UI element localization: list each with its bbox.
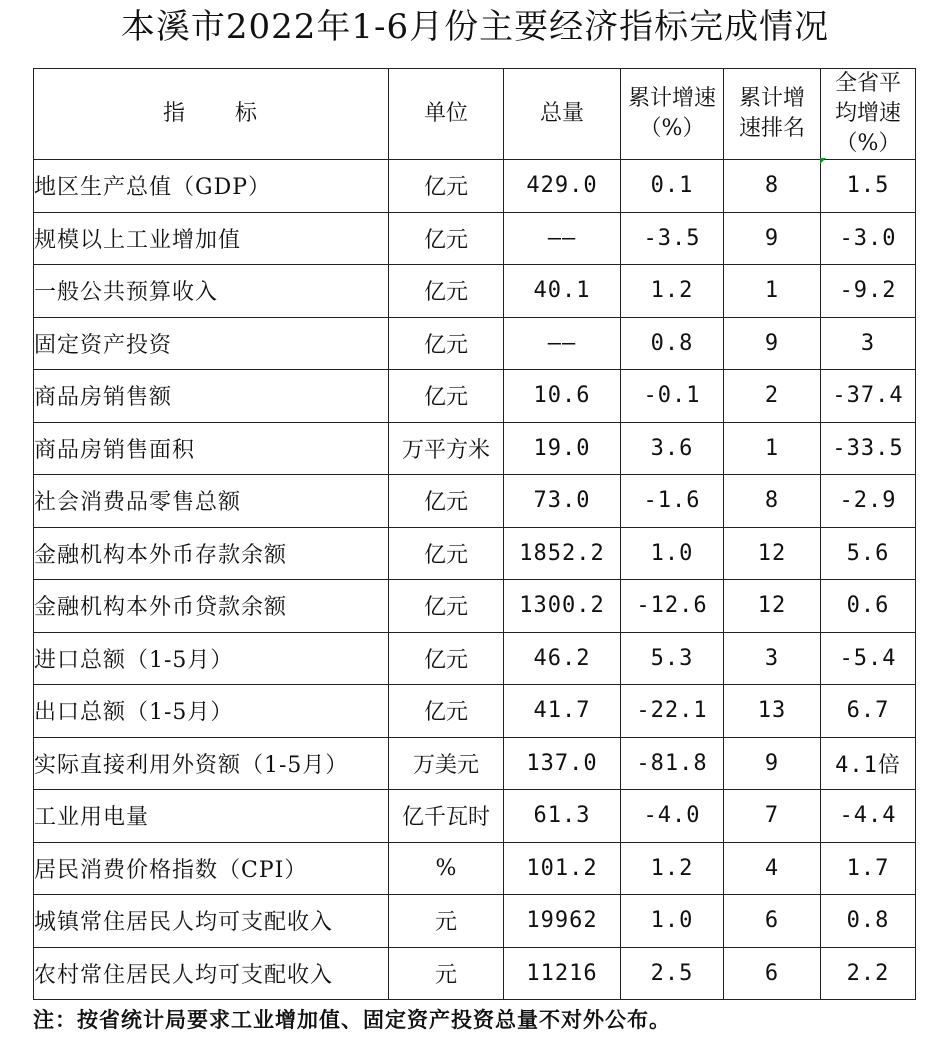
cell-rank: 13 bbox=[724, 685, 821, 738]
cell-unit: 亿元 bbox=[389, 212, 504, 265]
header-province-average: 全省平均增速（%） bbox=[821, 69, 916, 160]
cell-unit: 亿元 bbox=[389, 317, 504, 370]
cell-growth: 1.2 bbox=[621, 265, 724, 318]
cell-indicator: 居民消费价格指数（CPI） bbox=[34, 842, 389, 895]
cell-unit: 亿千瓦时 bbox=[389, 790, 504, 843]
table-row bbox=[34, 947, 916, 1000]
cell-unit: 亿元 bbox=[389, 685, 504, 738]
cell-growth: 1.2 bbox=[621, 842, 724, 895]
header-total: 总量 bbox=[504, 69, 621, 160]
table-row bbox=[34, 790, 916, 843]
cell-unit: 亿元 bbox=[389, 475, 504, 528]
table-row bbox=[34, 475, 916, 528]
cell-indicator: 金融机构本外币存款余额 bbox=[34, 527, 389, 580]
cell-total: —— bbox=[504, 212, 621, 265]
cell-province-average: -3.0 bbox=[821, 212, 916, 265]
cell-province-average: 6.7 bbox=[821, 685, 916, 738]
table-row bbox=[34, 842, 916, 895]
cell-total: 46.2 bbox=[504, 632, 621, 685]
cell-province-average: 1.7 bbox=[821, 842, 916, 895]
cell-indicator: 农村常住居民人均可支配收入 bbox=[34, 947, 389, 1000]
table-row bbox=[34, 422, 916, 475]
page-title: 本溪市2022年1-6月份主要经济指标完成情况 bbox=[120, 7, 830, 47]
cell-total: 429.0 bbox=[504, 160, 621, 213]
indicators-table bbox=[33, 68, 916, 1000]
cell-growth: -3.5 bbox=[621, 212, 724, 265]
cell-rank: 8 bbox=[724, 160, 821, 213]
cell-indicator: 工业用电量 bbox=[34, 790, 389, 843]
cell-rank: 9 bbox=[724, 317, 821, 370]
cell-unit: 亿元 bbox=[389, 580, 504, 633]
cell-indicator: 金融机构本外币贷款余额 bbox=[34, 580, 389, 633]
cell-growth: 1.0 bbox=[621, 895, 724, 948]
cell-indicator: 规模以上工业增加值 bbox=[34, 212, 389, 265]
table-header-row bbox=[34, 69, 916, 160]
cell-indicator: 进口总额（1-5月） bbox=[34, 632, 389, 685]
cell-total: 101.2 bbox=[504, 842, 621, 895]
table-row bbox=[34, 212, 916, 265]
cell-unit: 万平方米 bbox=[389, 422, 504, 475]
cell-rank: 6 bbox=[724, 895, 821, 948]
table-row bbox=[34, 370, 916, 423]
table-row bbox=[34, 632, 916, 685]
cell-rank: 7 bbox=[724, 790, 821, 843]
cell-province-average: 0.6 bbox=[821, 580, 916, 633]
cell-indicator: 商品房销售额 bbox=[34, 370, 389, 423]
cell-rank: 12 bbox=[724, 580, 821, 633]
cell-total: 10.6 bbox=[504, 370, 621, 423]
cell-total: 41.7 bbox=[504, 685, 621, 738]
table-row bbox=[34, 527, 916, 580]
cell-rank: 1 bbox=[724, 422, 821, 475]
cell-indicator: 一般公共预算收入 bbox=[34, 265, 389, 318]
cell-unit: 亿元 bbox=[389, 265, 504, 318]
cell-total: 73.0 bbox=[504, 475, 621, 528]
cell-indicator: 出口总额（1-5月） bbox=[34, 685, 389, 738]
cell-rank: 9 bbox=[724, 737, 821, 790]
cell-province-average: -2.9 bbox=[821, 475, 916, 528]
table-row bbox=[34, 737, 916, 790]
cell-growth: 1.0 bbox=[621, 527, 724, 580]
cell-indicator: 地区生产总值（GDP） bbox=[34, 160, 389, 213]
cell-rank: 1 bbox=[724, 265, 821, 318]
cell-total: 137.0 bbox=[504, 737, 621, 790]
cell-indicator: 实际直接利用外资额（1-5月） bbox=[34, 737, 389, 790]
cell-total: 19.0 bbox=[504, 422, 621, 475]
cell-province-average: -9.2 bbox=[821, 265, 916, 318]
cell-growth: 2.5 bbox=[621, 947, 724, 1000]
footnote: 注：按省统计局要求工业增加值、固定资产投资总量不对外公布。 bbox=[33, 1008, 671, 1032]
cell-total: —— bbox=[504, 317, 621, 370]
cell-unit: 亿元 bbox=[389, 527, 504, 580]
cell-total: 11216 bbox=[504, 947, 621, 1000]
cell-growth: -0.1 bbox=[621, 370, 724, 423]
cell-total: 1300.2 bbox=[504, 580, 621, 633]
cell-rank: 3 bbox=[724, 632, 821, 685]
cell-total: 1852.2 bbox=[504, 527, 621, 580]
cell-province-average: 1.5 bbox=[821, 160, 916, 213]
cell-unit: % bbox=[389, 842, 504, 895]
cell-growth: -81.8 bbox=[621, 737, 724, 790]
cell-rank: 8 bbox=[724, 475, 821, 528]
cell-rank: 6 bbox=[724, 947, 821, 1000]
header-indicator: 指 标 bbox=[34, 69, 389, 160]
cell-growth: -4.0 bbox=[621, 790, 724, 843]
table-row bbox=[34, 265, 916, 318]
cell-comment-marker bbox=[820, 158, 826, 164]
cell-total: 40.1 bbox=[504, 265, 621, 318]
cell-growth: -12.6 bbox=[621, 580, 724, 633]
cell-growth: -1.6 bbox=[621, 475, 724, 528]
cell-indicator: 商品房销售面积 bbox=[34, 422, 389, 475]
cell-province-average: -4.4 bbox=[821, 790, 916, 843]
header-unit: 单位 bbox=[389, 69, 504, 160]
cell-province-average: 5.6 bbox=[821, 527, 916, 580]
cell-total: 61.3 bbox=[504, 790, 621, 843]
cell-rank: 2 bbox=[724, 370, 821, 423]
cell-province-average: 2.2 bbox=[821, 947, 916, 1000]
header-growth: 累计增速（%） bbox=[621, 69, 724, 160]
cell-growth: 5.3 bbox=[621, 632, 724, 685]
cell-province-average: 0.8 bbox=[821, 895, 916, 948]
header-rank: 累计增速排名 bbox=[724, 69, 821, 160]
cell-growth: -22.1 bbox=[621, 685, 724, 738]
cell-province-average: 4.1倍 bbox=[821, 737, 916, 790]
cell-growth: 0.8 bbox=[621, 317, 724, 370]
table-row bbox=[34, 580, 916, 633]
cell-unit: 元 bbox=[389, 947, 504, 1000]
table-row bbox=[34, 895, 916, 948]
table-row bbox=[34, 317, 916, 370]
cell-unit: 亿元 bbox=[389, 632, 504, 685]
cell-province-average: -33.5 bbox=[821, 422, 916, 475]
table-row bbox=[34, 685, 916, 738]
cell-unit: 元 bbox=[389, 895, 504, 948]
cell-growth: 0.1 bbox=[621, 160, 724, 213]
cell-indicator: 社会消费品零售总额 bbox=[34, 475, 389, 528]
cell-indicator: 城镇常住居民人均可支配收入 bbox=[34, 895, 389, 948]
cell-province-average: 3 bbox=[821, 317, 916, 370]
cell-province-average: -37.4 bbox=[821, 370, 916, 423]
cell-rank: 9 bbox=[724, 212, 821, 265]
cell-growth: 3.6 bbox=[621, 422, 724, 475]
cell-unit: 万美元 bbox=[389, 737, 504, 790]
cell-rank: 4 bbox=[724, 842, 821, 895]
cell-province-average: -5.4 bbox=[821, 632, 916, 685]
table-row bbox=[34, 160, 916, 213]
cell-rank: 12 bbox=[724, 527, 821, 580]
cell-unit: 亿元 bbox=[389, 160, 504, 213]
cell-unit: 亿元 bbox=[389, 370, 504, 423]
cell-indicator: 固定资产投资 bbox=[34, 317, 389, 370]
cell-total: 19962 bbox=[504, 895, 621, 948]
